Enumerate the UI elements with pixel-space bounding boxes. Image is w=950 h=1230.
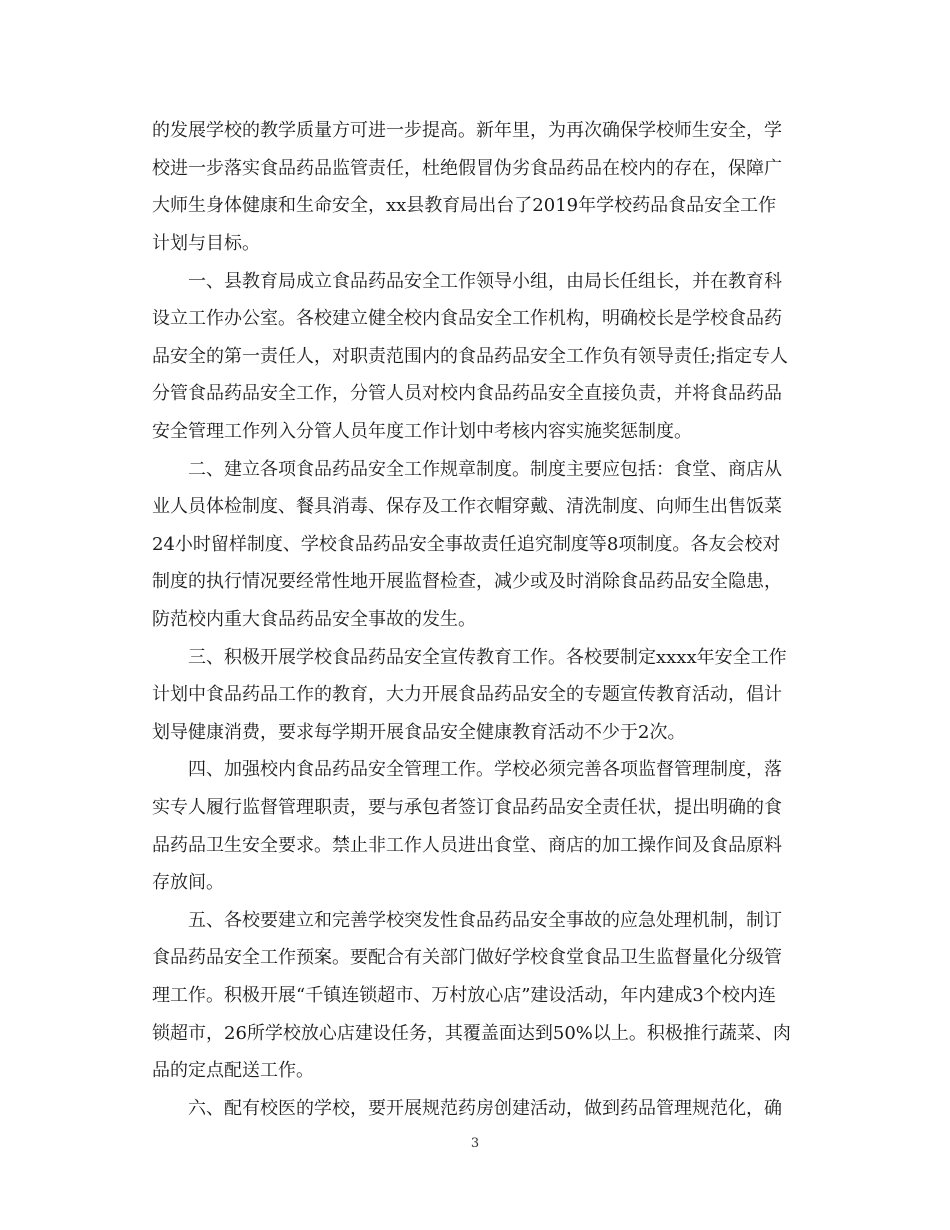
text-line: 的发展学校的教学质量方可进一步提高。新年里，为再次确保学校师生安全，学 (152, 120, 782, 141)
text-line: 存放间。 (152, 872, 224, 893)
text-line: 业人员体检制度、餐具消毒、保存及工作衣帽穿戴、清洗制度、向师生出售饭菜 (152, 496, 782, 517)
text-line: 校进一步落实食品药品监管责任，杜绝假冒伪劣食品药品在校内的存在，保障广 (152, 158, 782, 179)
text-line: 分管食品药品安全工作，分管人员对校内食品药品安全直接负责，并将食品药品 (152, 383, 782, 404)
text-line: 五、各校要建立和完善学校突发性食品药品安全事故的应急处理机制，制订 (188, 910, 782, 931)
text-line: 食品药品安全工作预案。要配合有关部门做好学校食堂食品卫生监督量化分级管 (152, 947, 782, 968)
text-line: 品安全的第一责任人，对职责范围内的食品药品安全工作负有领导责任;指定专人 (152, 346, 789, 367)
text-line: 制度的执行情况要经常性地开展监督检查，减少或及时消除食品药品安全隐患， (152, 571, 782, 592)
text-line: 实专人履行监督管理职责，要与承包者签订食品药品安全责任状，提出明确的食 (152, 797, 782, 818)
text-line: 六、配有校医的学校，要开展规范药房创建活动，做到药品管理规范化，确 (188, 1098, 782, 1119)
text-line: 品的定点配送工作。 (152, 1060, 314, 1081)
text-line: 设立工作办公室。各校建立健全校内食品安全工作机构，明确校长是学校食品药 (152, 308, 782, 329)
text-line: 计划与目标。 (152, 233, 260, 254)
text-line: 二、建立各项食品药品安全工作规章制度。制度主要应包括：食堂、商店从 (188, 459, 782, 480)
text-line: 计划中食品药品工作的教育，大力开展食品药品安全的专题宣传教育活动，倡计 (152, 684, 782, 705)
text-line: 四、加强校内食品药品安全管理工作。学校必须完善各项监督管理制度，落 (188, 759, 782, 780)
text-line: 安全管理工作列入分管人员年度工作计划中考核内容实施奖惩制度。 (152, 421, 692, 442)
text-line: 大师生身体健康和生命安全，xx县教育局出台了2019年学校药品食品安全工作 (152, 195, 777, 216)
page-number: 3 (470, 1136, 480, 1151)
text-line: 防范校内重大食品药品安全事故的发生。 (152, 609, 476, 630)
text-line: 24小时留样制度、学校食品药品安全事故责任追究制度等8项制度。各友会校对 (152, 534, 781, 555)
text-line: 理工作。积极开展“千镇连锁超市、万村放心店”建设活动，年内建成3个校内连 (152, 985, 776, 1006)
text-line: 品药品卫生安全要求。禁止非工作人员进出食堂、商店的加工操作间及食品原料 (152, 835, 782, 856)
text-line: 一、县教育局成立食品药品安全工作领导小组，由局长任组长，并在教育科 (188, 271, 782, 292)
text-line: 划导健康消费，要求每学期开展食品安全健康教育活动不少于2次。 (152, 722, 686, 743)
text-line: 锁超市，26所学校放心店建设任务，其覆盖面达到50%以上。积极推行蔬菜、肉 (152, 1023, 791, 1044)
text-line: 三、积极开展学校食品药品安全宣传教育工作。各校要制定xxxx年安全工作 (188, 647, 787, 668)
